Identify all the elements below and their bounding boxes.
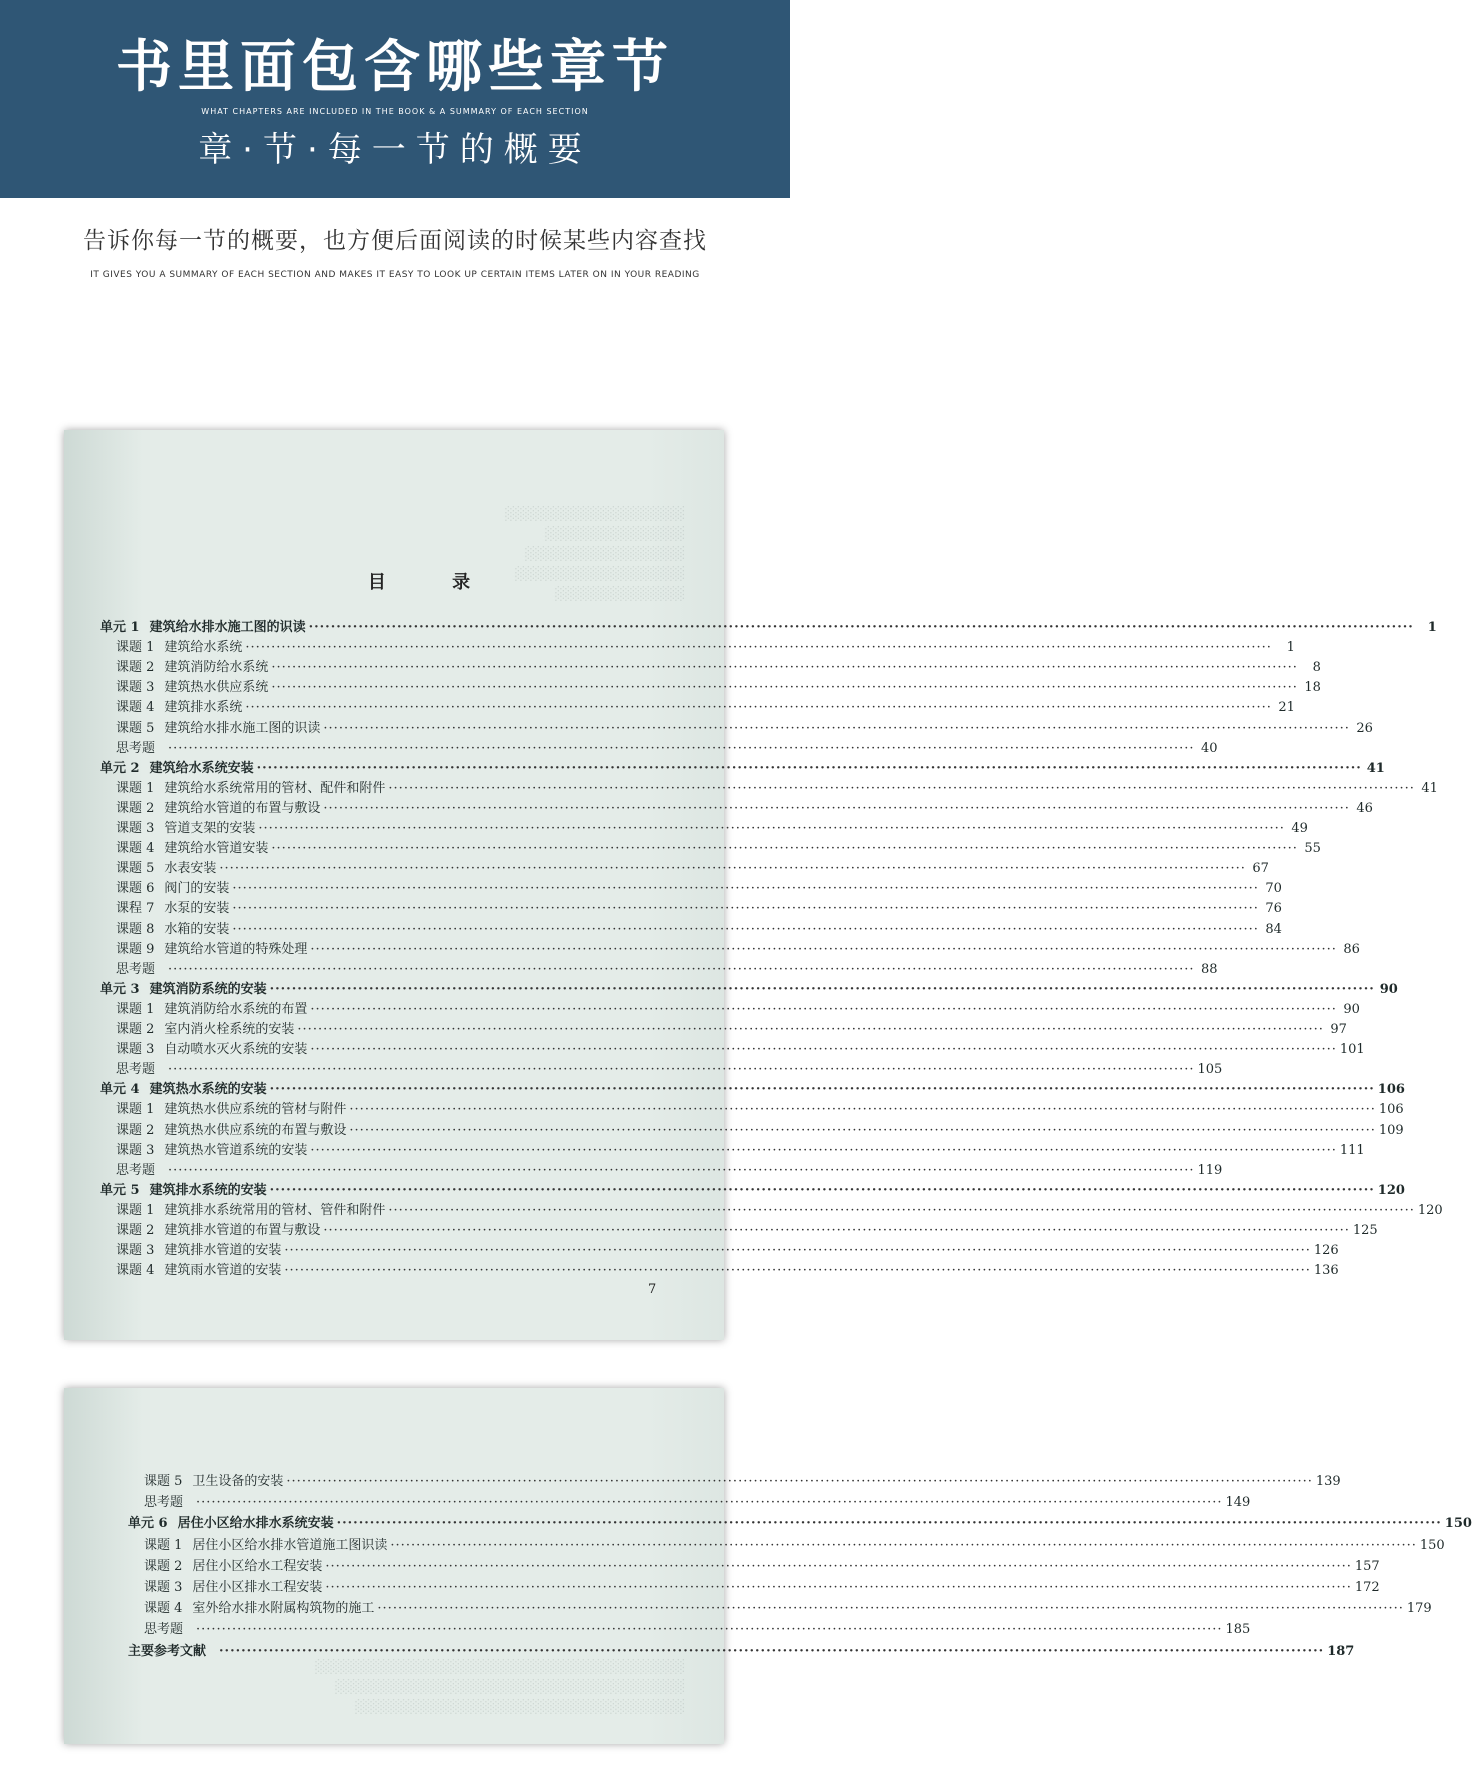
toc-entry-label: 思考题 — [116, 1062, 156, 1078]
dot-leader: ········································································································································································································ — [232, 901, 1259, 917]
toc-entry-page: 106 — [1377, 1082, 1405, 1098]
dot-leader: ········································································································································································································ — [168, 1062, 1195, 1078]
toc-entry-page: 109 — [1378, 1122, 1404, 1138]
toc-entry-page: 120 — [1377, 1182, 1405, 1198]
dot-leader: ········································································································································································································ — [349, 1122, 1376, 1138]
toc-entry-label: 单元 2 — [100, 760, 140, 776]
toc-entry-page: 120 — [1417, 1202, 1443, 1218]
toc-entry-title: 居住小区排水工程安装 — [192, 1580, 323, 1595]
toc-entry-title: 建筑排水管道的布置与敷设 — [164, 1223, 321, 1238]
header-banner — [0, 0, 790, 198]
toc-entry-label: 课题 1 — [116, 1202, 155, 1218]
toc-entry-title: 水泵的安装 — [164, 901, 230, 917]
dot-leader: ········································································································································································································ — [269, 1182, 1375, 1198]
toc-topic-row — [116, 1161, 1223, 1181]
toc-entry-title: 建筑给水排水施工图的识读 — [149, 620, 306, 635]
toc-entry-title: 水箱的安装 — [164, 921, 230, 937]
dot-leader: ········································································································································································································ — [297, 1022, 1324, 1037]
toc-entry-label: 课题 8 — [116, 921, 155, 937]
toc-entry-page: 149 — [1225, 1495, 1251, 1511]
dot-leader: ········································································································································································································ — [245, 700, 1272, 716]
toc-entry-page: 67 — [1252, 861, 1269, 877]
toc-topic-row — [116, 819, 1308, 839]
toc-entry-label: 单元 5 — [100, 1182, 140, 1198]
toc-entry-label: 课题 3 — [116, 1042, 155, 1058]
dot-leader: ········································································································································································································ — [245, 640, 1272, 656]
toc-topic-row — [144, 1578, 1380, 1598]
toc-entry-page: 90 — [1379, 981, 1398, 997]
toc-entry-title: 卫生设备的安装 — [192, 1474, 284, 1489]
toc-entry-page: 40 — [1200, 740, 1218, 756]
toc-entry-page: 157 — [1354, 1558, 1380, 1574]
toc-entry-label: 课题 5 — [144, 1474, 183, 1489]
toc-entry-title: 建筑给水系统常用的管材、配件和附件 — [164, 780, 386, 796]
dot-leader: ········································································································································································································ — [219, 861, 1246, 877]
banner-title: 书里面包含哪些章节 — [116, 34, 674, 100]
dot-leader: ········································································································································································································ — [271, 680, 1298, 696]
toc-unit-row — [100, 980, 1398, 1000]
toc-entry-page: 126 — [1313, 1243, 1339, 1259]
dot-leader: ········································································································································································································ — [336, 1516, 1442, 1532]
toc-entry-label: 课题 4 — [116, 841, 155, 857]
toc-topic-row — [116, 1221, 1378, 1241]
toc-entry-page: 97 — [1330, 1022, 1347, 1037]
toc-entry-page: 49 — [1291, 821, 1308, 836]
dot-leader: ········································································································································································································ — [310, 941, 1337, 957]
toc-entry-title: 建筑消防给水系统的布置 — [164, 1001, 308, 1017]
toc-topic-row — [116, 638, 1295, 658]
toc-entry-label: 课题 2 — [116, 1223, 155, 1238]
toc-entry-label: 思考题 — [116, 740, 156, 756]
toc-entry-page: 8 — [1312, 660, 1321, 676]
toc-entry-page: 55 — [1304, 841, 1321, 857]
dot-leader: ········································································································································································································ — [308, 620, 1414, 635]
toc-entry-label: 课题 3 — [116, 1243, 155, 1259]
toc-topic-row — [116, 658, 1321, 678]
dot-leader: ········································································································································································································ — [310, 1042, 1337, 1058]
toc-topic-row — [144, 1557, 1380, 1577]
toc-entry-page: 187 — [1327, 1643, 1355, 1659]
toc-entry-page: 70 — [1265, 881, 1282, 897]
toc-entry-page: 150 — [1444, 1516, 1472, 1532]
toc-entry-label: 课题 1 — [116, 780, 155, 796]
toc-entry-label: 课题 3 — [116, 680, 155, 696]
toc-entry-page: 76 — [1265, 901, 1282, 917]
toc-entry-page: 18 — [1304, 680, 1321, 696]
toc-entry-label: 课题 1 — [116, 640, 155, 656]
toc-entry-label: 课题 6 — [116, 881, 155, 897]
bleed-through-texture: ░░░░░░░░░░░░░░░░░░░░░░░░░░░░░░░░░░░░░ ░░░░░░░░░░░░░░░░░░░░░░░░░░░░░░░░░░░ ░░░░░░░░░░░░░░░░░░░░░░░░░░░░░░░░░ — [314, 1660, 684, 1715]
toc-entry-label: 课程 7 — [116, 901, 155, 917]
dot-leader: ········································································································································································································ — [219, 1643, 1325, 1659]
toc-page-1 — [64, 430, 1443, 1340]
toc-topic-row — [116, 1261, 1339, 1281]
dot-leader: ········································································································································································································ — [232, 921, 1259, 937]
toc-entry-page: 185 — [1225, 1622, 1251, 1638]
toc-entry-page: 41 — [1421, 780, 1438, 796]
dot-leader: ········································································································································································································ — [196, 1622, 1223, 1638]
toc-entry-label: 课题 3 — [116, 821, 155, 836]
toc-entry-title: 室内消火栓系统的安装 — [164, 1022, 295, 1037]
dot-leader: ········································································································································································································ — [325, 1558, 1352, 1574]
dot-leader: ········································································································································································································ — [256, 760, 1362, 776]
dot-leader: ········································································································································································································ — [269, 1082, 1375, 1098]
toc-entry-page: 1 — [1286, 640, 1295, 656]
toc-entry-title: 室外给水排水附属构筑物的施工 — [192, 1601, 375, 1617]
toc-entry-title: 管道支架的安装 — [164, 821, 256, 836]
dot-leader: ········································································································································································································ — [232, 881, 1259, 897]
toc-entry-title: 建筑给水管道的布置与敷设 — [164, 800, 321, 816]
dot-leader: ········································································································································································································ — [349, 1102, 1376, 1118]
toc-topic-row — [116, 779, 1438, 799]
dot-leader: ········································································································································································································ — [284, 1263, 1311, 1279]
toc-entry-title: 建筑给水系统 — [164, 640, 243, 656]
toc-topic-row — [116, 879, 1282, 899]
toc-topic-row — [116, 899, 1282, 919]
toc-topic-row — [116, 678, 1321, 698]
toc-entry-page: 136 — [1313, 1263, 1339, 1279]
dot-leader: ········································································································································································································ — [168, 1162, 1195, 1178]
toc-entry-title: 建筑排水系统 — [164, 700, 243, 716]
toc-topic-row — [144, 1472, 1341, 1492]
toc-unit-row — [100, 1080, 1405, 1100]
toc-entry-label: 课题 2 — [116, 1022, 155, 1037]
banner-tagline: 章·节·每一节的概要 — [198, 130, 592, 170]
bleed-through-texture: ░░░░░░░░░░░░░░░░░░ ░░░░░░░░░░░░░░ ░░░░░░░░░░░░░░░░ ░░░░░░░░░░░░░░░░░ ░░░░░░░░░░░░░ — [504, 507, 684, 602]
toc-topic-row — [116, 920, 1282, 940]
dot-leader: ········································································································································································································ — [258, 821, 1285, 836]
toc-topic-row — [144, 1599, 1432, 1619]
toc-entry-page: 179 — [1406, 1601, 1432, 1617]
toc-entry-page: 88 — [1200, 961, 1218, 977]
toc-entry-title: 建筑给水排水施工图的识读 — [164, 720, 321, 736]
toc-topic-row — [116, 739, 1218, 759]
toc-entry-page: 125 — [1352, 1223, 1378, 1238]
toc-entry-label: 课题 5 — [116, 861, 155, 877]
toc-topic-row — [116, 1000, 1360, 1020]
dot-leader: ········································································································································································································ — [286, 1474, 1313, 1489]
toc-entry-title: 建筑消防给水系统 — [164, 660, 269, 676]
dot-leader: ········································································································································································································ — [323, 720, 1350, 736]
toc-unit-row — [128, 1514, 1472, 1534]
dot-leader: ········································································································································································································ — [323, 1223, 1350, 1238]
toc-topic-row — [144, 1536, 1445, 1556]
toc-entry-title: 建筑给水管道的特殊处理 — [164, 941, 308, 957]
toc-entry-label: 课题 4 — [144, 1601, 183, 1617]
toc-page-2 — [64, 1388, 1472, 1744]
toc-entry-page: 172 — [1354, 1580, 1380, 1595]
banner-subtitle: WHAT CHAPTERS ARE INCLUDED IN THE BOOK & A SUMMARY OF EACH SECTION — [201, 107, 589, 116]
toc-entry-title: 建筑给水管道安装 — [164, 841, 269, 857]
toc-entry-title: 建筑热水供应系统的布置与敷设 — [164, 1122, 347, 1138]
toc-entry-label: 课题 2 — [116, 660, 155, 676]
toc-entry-label: 课题 1 — [116, 1001, 155, 1017]
toc-topic-row — [116, 1040, 1365, 1060]
toc-entry-label: 单元 4 — [100, 1082, 140, 1098]
toc-entry-title: 建筑热水管道系统的安装 — [164, 1142, 308, 1158]
toc-entry-label: 课题 5 — [116, 720, 155, 736]
dot-leader: ········································································································································································································ — [168, 961, 1195, 977]
toc-topic-row — [116, 1020, 1347, 1040]
toc-unit-row — [100, 759, 1385, 779]
toc-entry-page: 90 — [1343, 1001, 1360, 1017]
dot-leader: ········································································································································································································ — [390, 1537, 1417, 1553]
dot-leader: ········································································································································································································ — [168, 740, 1195, 756]
toc-entry-title: 建筑排水系统常用的管材、管件和附件 — [164, 1202, 386, 1218]
toc-entry-title: 建筑热水供应系统的管材与附件 — [164, 1102, 347, 1118]
dot-leader: ········································································································································································································ — [388, 1202, 1415, 1218]
dot-leader: ········································································································································································································ — [284, 1243, 1311, 1259]
dot-leader: ········································································································································································································ — [310, 1142, 1337, 1158]
toc-entry-label: 课题 3 — [116, 1142, 155, 1158]
dot-leader: ········································································································································································································ — [377, 1601, 1404, 1617]
toc-entry-page: 21 — [1278, 700, 1295, 716]
toc-entry-page: 105 — [1197, 1062, 1223, 1078]
toc-unit-row — [128, 1642, 1355, 1662]
toc-entry-label: 课题 4 — [116, 1263, 155, 1279]
toc-entry-page: 119 — [1197, 1162, 1223, 1178]
toc-topic-row — [116, 799, 1373, 819]
toc-topic-row — [116, 1141, 1365, 1161]
toc-entry-label: 课题 1 — [116, 1102, 155, 1118]
toc-entry-page: 111 — [1339, 1142, 1365, 1158]
toc-topic-row — [116, 839, 1321, 859]
toc-topic-row — [116, 960, 1218, 980]
toc-topic-row — [116, 859, 1269, 879]
toc-entry-label: 思考题 — [116, 961, 156, 977]
page-number: 7 — [648, 1282, 657, 1297]
toc-entry-label: 课题 2 — [144, 1558, 183, 1574]
toc-topic-row — [116, 940, 1360, 960]
toc-entry-page: 84 — [1265, 921, 1282, 937]
toc-topic-row — [116, 1100, 1404, 1120]
dot-leader: ········································································································································································································ — [388, 780, 1415, 796]
toc-unit-row — [100, 1181, 1405, 1201]
toc-topic-row — [116, 1121, 1404, 1141]
toc-entry-label: 课题 4 — [116, 700, 155, 716]
toc-entry-label: 课题 9 — [116, 941, 155, 957]
dot-leader: ········································································································································································································ — [323, 800, 1350, 816]
toc-topic-row — [116, 1060, 1223, 1080]
toc-entry-label: 主要参考文献 — [128, 1643, 207, 1659]
toc-entry-title: 水表安装 — [164, 861, 217, 877]
intro-subtext: IT GIVES YOU A SUMMARY OF EACH SECTION AND MAKES IT EASY TO LOOK UP CERTAIN ITEMS LATER ON IN YOUR READING — [90, 270, 700, 280]
toc-entry-title: 自动喷水灭火系统的安装 — [164, 1042, 308, 1058]
dot-leader: ········································································································································································································ — [310, 1001, 1337, 1017]
toc-entry-title: 阀门的安装 — [164, 881, 230, 897]
dot-leader: ········································································································································································································ — [269, 981, 1375, 997]
toc-entry-page: 106 — [1378, 1102, 1404, 1118]
toc-entry-label: 课题 3 — [144, 1580, 183, 1595]
toc-entry-page: 1 — [1427, 620, 1437, 635]
toc-entry-page: 26 — [1356, 720, 1373, 736]
intro-text: 告诉你每一节的概要，也方便后面阅读的时候某些内容查找 — [83, 228, 707, 254]
toc-entry-title: 建筑热水供应系统 — [164, 680, 269, 696]
toc-entry-label: 思考题 — [144, 1495, 184, 1511]
toc-topic-row — [144, 1620, 1251, 1640]
toc-entry-label: 单元 3 — [100, 981, 140, 997]
toc-entry-title: 居住小区给水工程安装 — [192, 1558, 323, 1574]
toc-entry-title: 建筑雨水管道的安装 — [164, 1263, 282, 1279]
toc-entry-title: 建筑消防系统的安装 — [149, 981, 267, 997]
dot-leader: ········································································································································································································ — [271, 660, 1298, 676]
toc-entry-title: 建筑排水管道的安装 — [164, 1243, 282, 1259]
toc-entry-page: 139 — [1315, 1474, 1341, 1489]
toc-entry-label: 课题 2 — [116, 1122, 155, 1138]
toc-topic-row — [116, 698, 1295, 718]
toc-entry-page: 46 — [1356, 800, 1373, 816]
toc-entry-title: 建筑热水系统的安装 — [149, 1082, 267, 1098]
toc-entry-label: 思考题 — [116, 1162, 156, 1178]
toc-unit-row — [100, 618, 1437, 638]
toc-entry-title: 建筑给水系统安装 — [149, 760, 254, 776]
toc-entry-title: 居住小区给水排水管道施工图识读 — [192, 1537, 388, 1553]
dot-leader: ········································································································································································································ — [325, 1580, 1352, 1595]
toc-entry-page: 41 — [1366, 760, 1385, 776]
dot-leader: ········································································································································································································ — [271, 841, 1298, 857]
toc-entry-label: 思考题 — [144, 1622, 184, 1638]
toc-entry-label: 单元 1 — [100, 620, 140, 635]
toc-entry-label: 课题 2 — [116, 800, 155, 816]
toc-entry-title: 建筑排水系统的安装 — [149, 1182, 267, 1198]
dot-leader: ········································································································································································································ — [196, 1495, 1223, 1511]
toc-topic-row — [116, 719, 1373, 739]
toc-entry-label: 单元 6 — [128, 1516, 168, 1532]
toc-topic-row — [144, 1493, 1251, 1513]
toc-entry-page: 86 — [1343, 941, 1360, 957]
toc-entry-label: 课题 1 — [144, 1537, 183, 1553]
toc-topic-row — [116, 1241, 1339, 1261]
toc-entry-title: 居住小区给水排水系统安装 — [177, 1516, 334, 1532]
toc-entry-page: 101 — [1339, 1042, 1365, 1058]
toc-topic-row — [116, 1201, 1443, 1221]
toc-title: 目 录 — [367, 572, 501, 593]
toc-entry-page: 150 — [1419, 1537, 1445, 1553]
